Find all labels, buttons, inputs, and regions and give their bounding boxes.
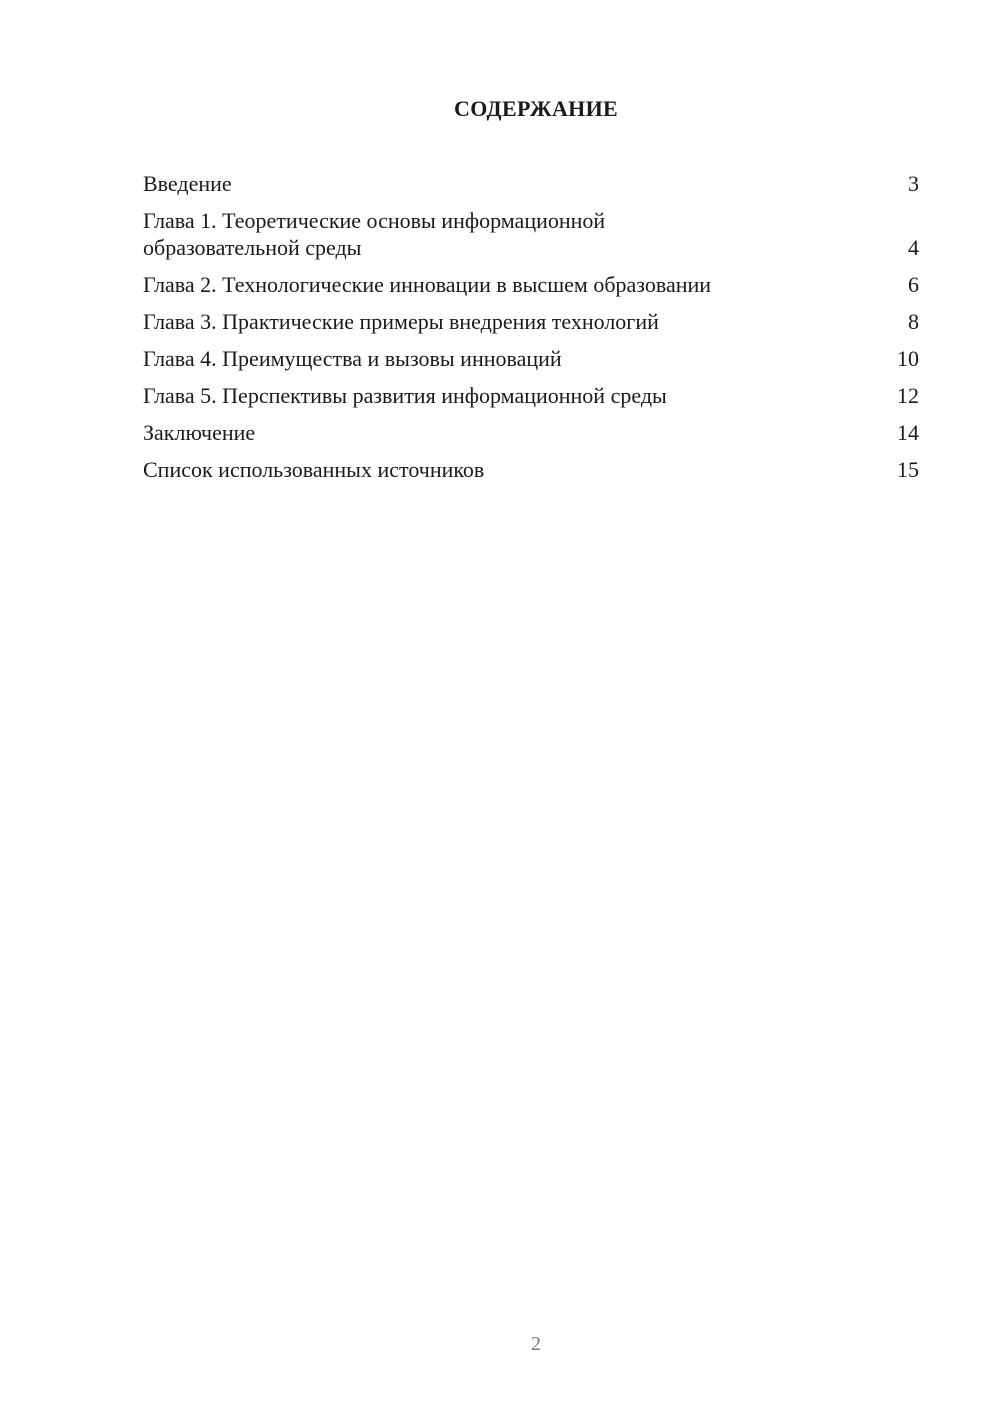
toc-entry-introduction xyxy=(143,170,919,197)
toc-entry-page: 8 xyxy=(908,309,919,334)
toc-entry-title xyxy=(143,456,889,483)
toc-entry-title-line: Глава 2. Технологические инновации в высшем образовании xyxy=(143,272,712,297)
toc-entry-chapter-2 xyxy=(143,271,919,298)
toc-entry-title xyxy=(143,308,889,335)
toc-entry-title-line: Глава 4. Преимущества и вызовы инноваций xyxy=(143,346,562,371)
toc-entry-title-line: Список использованных источников xyxy=(143,457,485,482)
toc-entry-title-line: Глава 1. Теоретические основы информационной xyxy=(143,208,606,233)
toc-entry-page: 4 xyxy=(908,235,919,260)
toc-entry-title-line: Введение xyxy=(143,171,232,196)
toc-entry-conclusion xyxy=(143,419,919,446)
toc-entry-title xyxy=(143,170,889,197)
toc-entry-title-line: Заключение xyxy=(143,420,256,445)
toc-entry-page: 10 xyxy=(897,346,919,371)
toc-entry-references xyxy=(143,456,919,483)
toc-entry-title-line: Глава 5. Перспективы развития информационной среды xyxy=(143,383,667,408)
toc-entry-title xyxy=(143,345,889,372)
toc-entry-page: 12 xyxy=(897,383,919,408)
toc-entry-title xyxy=(143,207,889,261)
toc-heading: СОДЕРЖАНИЕ xyxy=(454,96,618,121)
toc-entry-chapter-4 xyxy=(143,345,919,372)
toc-entry-chapter-5 xyxy=(143,382,919,409)
toc-entry-title xyxy=(143,419,889,446)
toc-entry-page: 14 xyxy=(897,420,919,445)
toc-entry-page: 15 xyxy=(897,457,919,482)
toc-entry-chapter-3 xyxy=(143,308,919,335)
toc-entry-title-line: Глава 3. Практические примеры внедрения технологий xyxy=(143,309,659,334)
toc-entry-page: 3 xyxy=(908,171,919,196)
toc-entry-title-line: образовательной среды xyxy=(143,235,362,260)
toc-list xyxy=(143,170,919,493)
toc-entry-chapter-1 xyxy=(143,207,919,261)
toc-entry-page: 6 xyxy=(908,272,919,297)
toc-entry-title xyxy=(143,271,889,298)
toc-entry-title xyxy=(143,382,889,409)
page-number: 2 xyxy=(531,1333,541,1355)
